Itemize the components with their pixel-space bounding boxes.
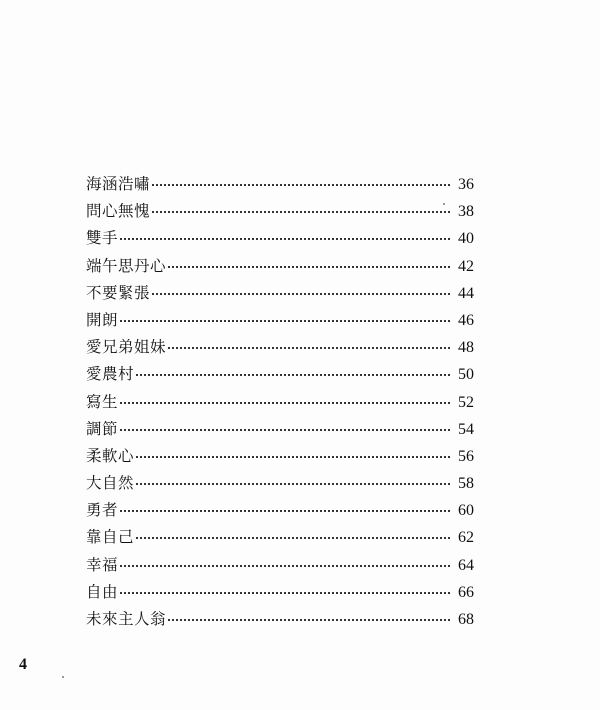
toc-entry <box>86 580 474 607</box>
toc-dot-leader <box>168 266 450 268</box>
toc-dot-leader <box>136 456 450 458</box>
toc-entry-title: 自由 <box>86 582 119 601</box>
toc-entry <box>86 335 474 362</box>
toc-entry <box>86 308 474 335</box>
toc-entry <box>86 498 474 525</box>
toc-dot-leader <box>168 619 450 621</box>
toc-dot-leader <box>152 211 450 213</box>
toc-entry-title: 勇者 <box>86 501 119 520</box>
toc-entry-title: 愛農村 <box>86 365 135 384</box>
toc-entry <box>86 525 474 552</box>
toc-entry <box>86 607 474 634</box>
toc-entry <box>86 226 474 253</box>
toc-dot-leader <box>120 238 450 240</box>
toc-entry-title: 問心無愧 <box>86 202 151 221</box>
toc-entry-page: 56 <box>458 447 474 465</box>
toc-dot-leader <box>120 402 450 404</box>
toc-entry <box>86 362 474 389</box>
toc-dot-leader <box>120 592 450 594</box>
toc-dot-leader <box>136 537 450 539</box>
table-of-contents <box>86 172 474 634</box>
toc-dot-leader <box>120 429 450 431</box>
toc-entry <box>86 390 474 417</box>
toc-entry <box>86 471 474 498</box>
toc-entry-page: 50 <box>458 366 474 384</box>
toc-entry <box>86 254 474 281</box>
toc-entry <box>86 553 474 580</box>
toc-entry-title: 端午思丹心 <box>86 256 167 275</box>
toc-entry-page: 44 <box>458 284 474 302</box>
toc-entry-page: 66 <box>458 583 474 601</box>
toc-entry-page: 46 <box>458 311 474 329</box>
toc-entry-title: 調節 <box>86 419 119 438</box>
toc-entry-title: 未來主人翁 <box>86 610 167 628</box>
toc-entry-page: 54 <box>458 420 474 438</box>
toc-entry-page: 68 <box>458 611 474 628</box>
toc-dot-leader <box>136 483 450 485</box>
toc-entry <box>86 417 474 444</box>
toc-entry-page: 58 <box>458 475 474 493</box>
toc-entry-page: 48 <box>458 339 474 357</box>
toc-entry-page: 42 <box>458 257 474 275</box>
toc-entry <box>86 199 474 226</box>
toc-entry-title: 靠自己 <box>86 528 135 547</box>
toc-dot-leader <box>168 347 450 349</box>
toc-dot-leader <box>152 184 450 186</box>
toc-dot-leader <box>136 374 450 376</box>
toc-entry <box>86 444 474 471</box>
toc-entry-title: 幸福 <box>86 555 119 574</box>
toc-entry-page: 62 <box>458 529 474 547</box>
toc-dot-leader <box>120 320 450 322</box>
scan-speck <box>62 676 64 678</box>
toc-entry-title: 不要緊張 <box>86 283 151 302</box>
toc-entry-page: 38 <box>458 203 474 221</box>
toc-entry-page: 64 <box>458 556 474 574</box>
toc-entry-title: 開朗 <box>86 310 119 329</box>
toc-entry-title: 柔軟心 <box>86 446 135 465</box>
toc-dot-leader <box>120 565 450 567</box>
toc-entry-page: 36 <box>458 176 474 193</box>
toc-entry <box>86 172 474 199</box>
toc-dot-leader <box>120 510 450 512</box>
toc-entry-title: 海涵浩嘯 <box>86 175 151 193</box>
scan-speck <box>443 203 445 205</box>
toc-entry-title: 大自然 <box>86 474 135 493</box>
toc-entry-title: 愛兄弟姐妹 <box>86 338 167 357</box>
toc-entry-page: 40 <box>458 230 474 248</box>
toc-entry-page: 60 <box>458 502 474 520</box>
toc-entry <box>86 281 474 308</box>
toc-dot-leader <box>152 293 450 295</box>
toc-entry-title: 寫生 <box>86 392 119 411</box>
page-number: 4 <box>19 656 27 673</box>
toc-entry-title: 雙手 <box>86 229 119 248</box>
toc-entry-page: 52 <box>458 393 474 411</box>
